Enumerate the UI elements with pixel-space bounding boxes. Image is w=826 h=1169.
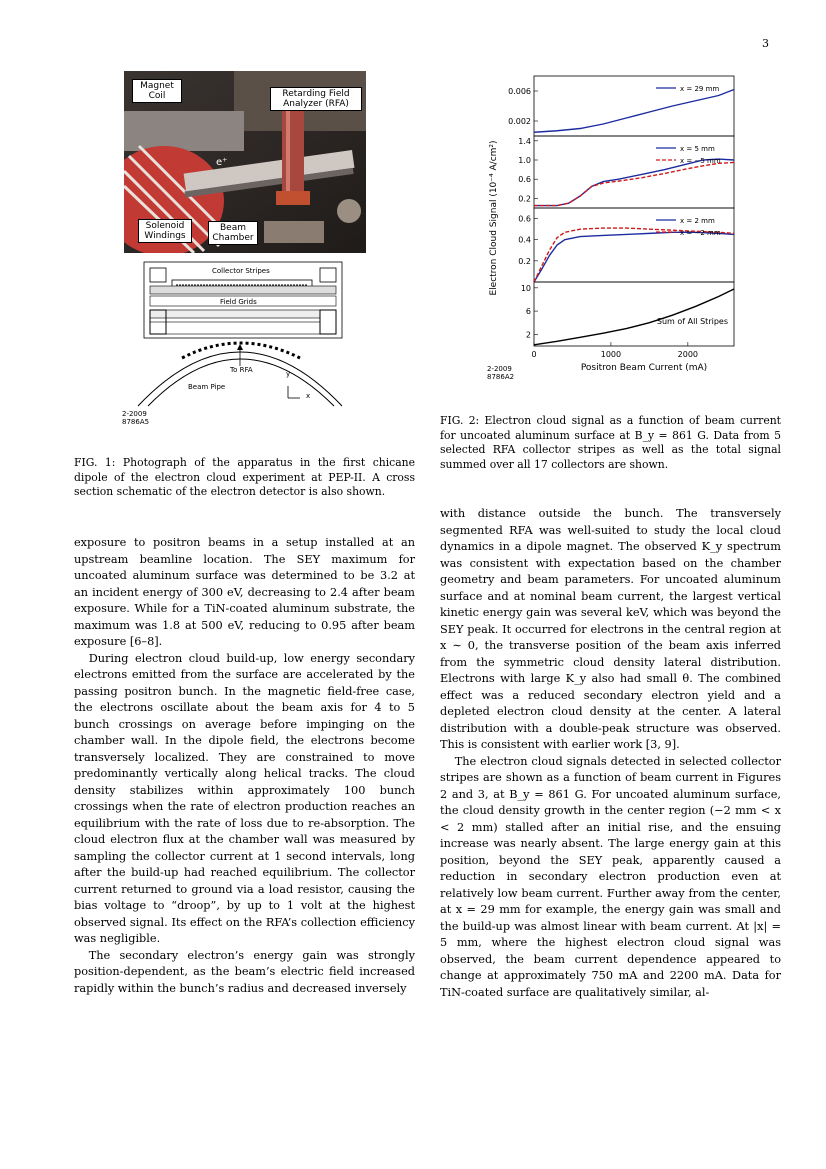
to-rfa-label: To RFA xyxy=(230,366,253,374)
field-grids-label: Field Grids xyxy=(220,298,257,306)
page-number: 3 xyxy=(762,37,769,50)
solenoid-label: Solenoid Windings xyxy=(138,219,192,243)
fig2-chart xyxy=(482,68,742,388)
beam-pipe-label: Beam Pipe xyxy=(188,383,226,391)
y-tick-label: 0.6 xyxy=(518,214,531,224)
y-tick-label: 10 xyxy=(520,283,531,293)
legend-label: x = 29 mm xyxy=(680,85,720,93)
y-tick-label: 0.002 xyxy=(508,117,531,126)
right-para-1: with distance outside the bunch. The transversely segmented RFA was well-suited to study the local cloud dynamics in a dipole magnet. The observed K_y spectrum was consistent with expectation based on the chamber geometry and beam parameters. For uncoated aluminum surface and at nominal beam current, the largest vertical kinetic energy gain was several keV, which was beyond the SEY peak. It occurred for electrons in the central region at x ∼ 0, the transverse position of the beam axis inferred from the symmetric cloud density lateral distribution. Electrons with large K_y also had small θ. The combined effect was a reduced secondary electron yield and a depleted electron cloud density at the center. A lateral distribution with a double-peak structure was observed. This is consistent with earlier work [3, 9]. xyxy=(440,507,781,751)
x-tick-label: 0 xyxy=(531,350,537,359)
y-tick-label: 0.4 xyxy=(518,235,531,245)
beam-chamber-label: Beam Chamber xyxy=(208,221,258,245)
legend-label: x = 2 mm xyxy=(680,217,715,225)
y-tick-label: 0.6 xyxy=(518,175,531,185)
y-tick-label: 2 xyxy=(525,330,531,340)
legend-label: x = −5 mm xyxy=(680,157,721,165)
series-line xyxy=(534,232,734,282)
x-axis-title: Positron Beam Current (mA) xyxy=(580,363,708,373)
fig1-code-id: 8786A5 xyxy=(122,418,150,426)
x-axis-label: x xyxy=(306,392,311,400)
magnet-coil-label: Magnet Coil xyxy=(132,79,182,103)
positron-label: e⁺ xyxy=(216,157,228,168)
x-tick-label: 2000 xyxy=(677,350,699,359)
series-line xyxy=(534,162,734,205)
legend-label: x = −2 mm xyxy=(680,229,721,237)
collector-stripes-label: Collector Stripes xyxy=(212,267,270,275)
panel-annotation: Sum of All Stripes xyxy=(656,317,728,326)
y-axis-label: y xyxy=(286,370,291,378)
left-para-2: During electron cloud build-up, low energy secondary electrons emitted from the surface are accelerated by the passing positron bunch. In the magnetic field-free case, the electrons oscillate about the beam axis for 4 to 5 bunch crossings on average before impinging on the chamber wall. In the dipole field, the electrons become transversely localized. They are constrained to move predominantly vertically along helical tracks. The cloud density stabilizes within approximately 100 bunch crossings when the rate of electron production reaches an equilibrium with the rate of loss due to re-absorption. The cloud electron flux at the chamber wall was measured by sampling the collector current at 1 second intervals, long after the build-up had reached equilibrium. The collector current returned to ground via a load resistor, causing the bias voltage to “droop”, by up to 1 volt at the highest observed signal. Its effect on the RFA’s collection efficiency was negligible. xyxy=(74,651,415,945)
legend-label: x = 5 mm xyxy=(680,145,715,153)
y-tick-label: 0.2 xyxy=(518,256,531,266)
fig2-code-id: 8786A2 xyxy=(487,373,515,381)
x-tick-label: 1000 xyxy=(600,350,622,359)
rfa-label: Retarding Field Analyzer (RFA) xyxy=(270,87,362,111)
fig1-caption: FIG. 1: Photograph of the apparatus in the first chicane dipole of the electron cloud experiment at PEP-II. A cross section schematic of the electron detector is also shown. xyxy=(74,456,415,498)
panel-frame xyxy=(534,282,734,346)
fig2-code xyxy=(487,365,514,381)
y-tick-label: 0.006 xyxy=(508,87,531,96)
y-tick-label: 0.2 xyxy=(518,194,531,204)
right-column xyxy=(440,506,781,1001)
y-tick-label: 6 xyxy=(525,307,531,317)
fig1-code xyxy=(122,410,149,426)
apparatus-photo xyxy=(124,71,366,253)
left-para-3: The secondary electron’s energy gain was strongly position-dependent, as the beam’s electric field increased rapidly within the bunch’s radius and decreased inversely xyxy=(74,948,415,995)
left-para-1: exposure to positron beams in a setup installed at an upstream beamline location. The SEY maximum for uncoated aluminum surface was determined to be 3.2 at an incident energy of 300 eV, decreasing to 2.4 after beam exposure. While for a TiN-coated aluminum substrate, the maximum was 1.8 at 500 eV, reducing to 0.95 after beam exposure [6–8]. xyxy=(74,536,415,648)
y-tick-label: 1.4 xyxy=(518,136,531,146)
fig2-caption: FIG. 2: Electron cloud signal as a function of beam current for uncoated aluminum surface at B_y = 861 G. Data from 5 selected RFA collector stripes as well as the total signal summed over all 17 collectors are shown. xyxy=(440,414,781,471)
y-tick-label: 1.0 xyxy=(518,156,531,165)
right-para-2: The electron cloud signals detected in selected collector stripes are shown as a function of beam current in Figures 2 and 3, at B_y = 861 G. For uncoated aluminum surface, the cloud density growth in the center region (−2 mm < x < 2 mm) stalled after an initial rise, and the ensuing increase was nearly absent. The large energy gain at this position, beyond the SEY peak, apparently caused a reduction in secondary electron production even at relatively low beam current. Further away from the center, at x = 29 mm for example, the energy gain was small and the build-up was almost linear with beam current. At |x| = 5 mm, where the highest electron cloud signal was observed, the beam current dependence appeared to change at approximately 750 mA and 2200 mA. Data for TiN-coated surface are qualitatively similar, al- xyxy=(440,754,781,999)
y-axis-title: Electron Cloud Signal (10⁻⁴ A/cm²) xyxy=(489,140,499,296)
left-column xyxy=(74,535,415,997)
fig2-code-date: 2-2009 xyxy=(487,365,512,373)
series-line xyxy=(534,90,734,133)
detector-schematic xyxy=(120,258,350,408)
fig1-code-date: 2-2009 xyxy=(122,410,147,418)
